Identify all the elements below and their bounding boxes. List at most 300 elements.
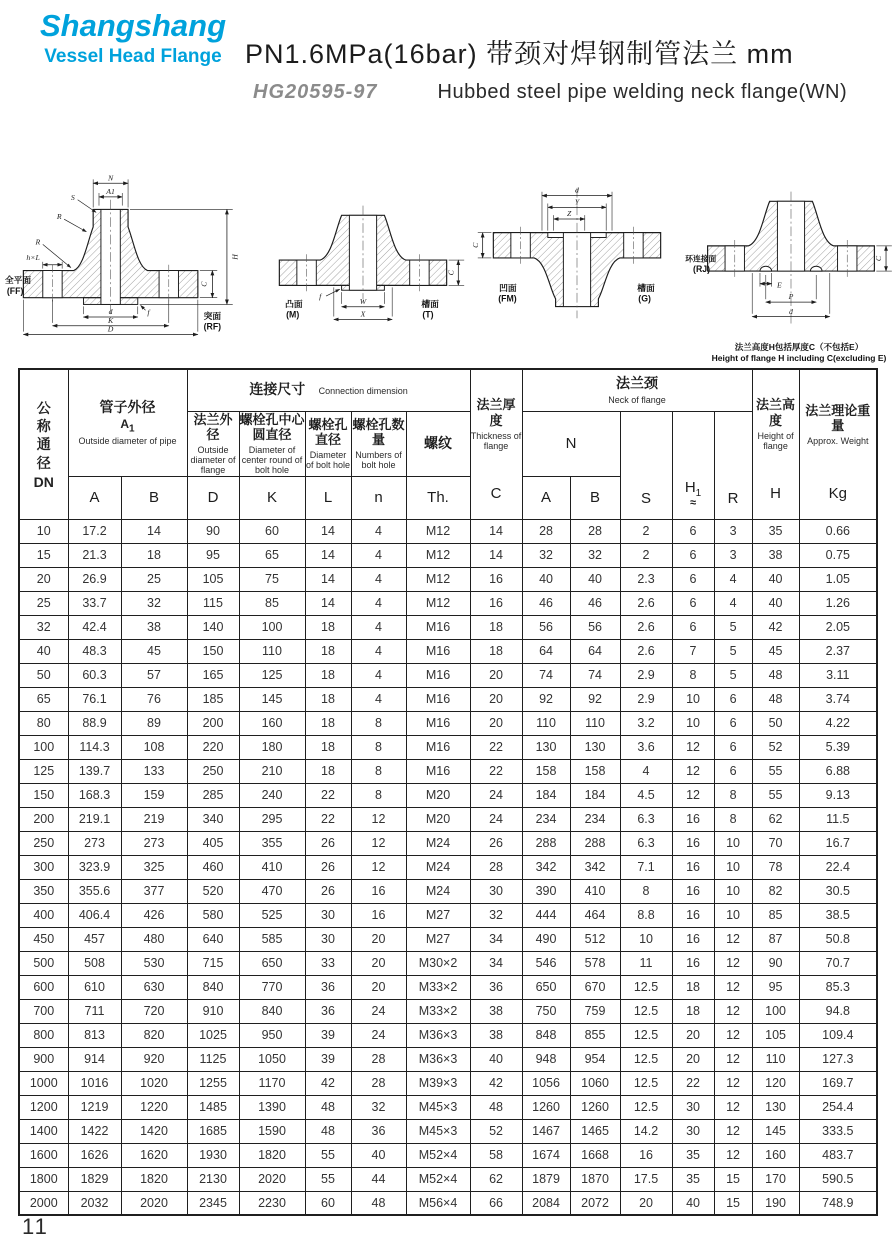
face-label-fm-code: (FM): [498, 293, 517, 304]
table-cell: 3.6: [620, 735, 672, 759]
table-cell: 22.4: [799, 855, 877, 879]
table-cell: 52: [470, 1119, 522, 1143]
table-cell: 133: [121, 759, 187, 783]
table-cell: 22: [305, 807, 351, 831]
table-cell: 12.5: [620, 1023, 672, 1047]
table-cell: 770: [239, 975, 305, 999]
col-header-height: 法兰高度 Height of flange H: [752, 369, 799, 519]
table-cell: 18: [121, 543, 187, 567]
table-cell: M12: [406, 591, 470, 615]
table-cell: 50.8: [799, 927, 877, 951]
col-letter-K: K: [239, 476, 305, 519]
table-cell: 12: [714, 1119, 752, 1143]
table-cell: 2084: [522, 1191, 570, 1215]
table-cell: 16: [672, 831, 714, 855]
col-header-S: S: [620, 411, 672, 519]
table-cell: 92: [570, 687, 620, 711]
table-cell: 1016: [68, 1071, 121, 1095]
table-cell: 150: [187, 639, 239, 663]
table-row: [19, 951, 877, 975]
table-cell: 170: [752, 1167, 799, 1191]
table-cell: M33×2: [406, 999, 470, 1023]
table-cell: 48: [470, 1095, 522, 1119]
table-cell: M16: [406, 615, 470, 639]
table-cell: 12: [714, 1047, 752, 1071]
table-cell: 254.4: [799, 1095, 877, 1119]
table-cell: M24: [406, 879, 470, 903]
table-cell: 1422: [68, 1119, 121, 1143]
table-cell: 250: [187, 759, 239, 783]
dim-label-E: E: [776, 280, 782, 290]
table-cell: 26: [305, 831, 351, 855]
col-header-bolt-circle: 螺栓孔中心圆直径 Diameter of center round of bolt hole: [239, 411, 305, 476]
table-cell: M20: [406, 783, 470, 807]
table-cell: 127.3: [799, 1047, 877, 1071]
table-cell: 250: [19, 831, 68, 855]
table-cell: 6: [672, 543, 714, 567]
table-cell: 12: [714, 999, 752, 1023]
table-cell: 2.3: [620, 567, 672, 591]
table-cell: 15: [714, 1167, 752, 1191]
table-cell: 8: [714, 807, 752, 831]
table-cell: 62: [752, 807, 799, 831]
table-cell: 4.5: [620, 783, 672, 807]
table-cell: 10: [19, 519, 68, 543]
table-cell: 295: [239, 807, 305, 831]
dim-label-P: P: [788, 292, 794, 302]
table-cell: 158: [570, 759, 620, 783]
table-cell: 55: [305, 1143, 351, 1167]
table-cell: M30×2: [406, 951, 470, 975]
table-cell: 2020: [121, 1191, 187, 1215]
table-cell: 6: [672, 591, 714, 615]
table-row: [19, 927, 877, 951]
flange-spec-table: [18, 368, 876, 1216]
table-cell: 12.5: [620, 1047, 672, 1071]
dim-label-R2: R: [35, 237, 41, 247]
table-cell: 1465: [570, 1119, 620, 1143]
table-cell: 1879: [522, 1167, 570, 1191]
table-cell: 20: [351, 927, 406, 951]
table-cell: 90: [752, 951, 799, 975]
table-cell: 342: [522, 855, 570, 879]
table-cell: 323.9: [68, 855, 121, 879]
table-cell: 1125: [187, 1047, 239, 1071]
table-cell: M27: [406, 927, 470, 951]
table-cell: 6.3: [620, 807, 672, 831]
table-cell: 3: [714, 519, 752, 543]
table-cell: 10: [672, 711, 714, 735]
table-cell: 8: [620, 879, 672, 903]
face-label-m-code: (M): [286, 309, 300, 320]
table-cell: 22: [470, 735, 522, 759]
table-cell: 2.9: [620, 663, 672, 687]
table-cell: 184: [570, 783, 620, 807]
table-cell: 78: [752, 855, 799, 879]
table-cell: 16: [470, 567, 522, 591]
table-cell: 700: [19, 999, 68, 1023]
table-cell: 4.22: [799, 711, 877, 735]
table-row: [19, 807, 877, 831]
table-cell: 355: [239, 831, 305, 855]
table-cell: 14: [305, 591, 351, 615]
table-cell: 92: [522, 687, 570, 711]
table-cell: 115: [187, 591, 239, 615]
table-cell: 20: [672, 1047, 714, 1071]
table-cell: 200: [187, 711, 239, 735]
table-cell: M16: [406, 735, 470, 759]
table-cell: 57: [121, 663, 187, 687]
table-cell: 28: [470, 855, 522, 879]
face-label-rf-code: (RF): [203, 321, 222, 332]
col-letter-L: L: [305, 476, 351, 519]
table-cell: 1668: [570, 1143, 620, 1167]
table-cell: 74: [522, 663, 570, 687]
col-group-n: N: [522, 411, 620, 476]
table-cell: 460: [187, 855, 239, 879]
table-cell: 1390: [239, 1095, 305, 1119]
table-cell: 1600: [19, 1143, 68, 1167]
col-group-connection: 连接尺寸 Connection dimension: [187, 369, 470, 411]
table-cell: 2032: [68, 1191, 121, 1215]
table-cell: 10: [714, 855, 752, 879]
table-cell: 70: [752, 831, 799, 855]
table-cell: 14: [470, 519, 522, 543]
title-block: [245, 32, 890, 104]
table-cell: 11: [620, 951, 672, 975]
table-cell: 6: [714, 759, 752, 783]
table-cell: 38: [752, 543, 799, 567]
table-cell: 110: [570, 711, 620, 735]
table-cell: 110: [239, 639, 305, 663]
table-cell: 12: [672, 759, 714, 783]
table-cell: 50: [19, 663, 68, 687]
table-cell: 406.4: [68, 903, 121, 927]
table-cell: 2.6: [620, 639, 672, 663]
table-row: [19, 519, 877, 543]
table-cell: 12: [714, 1023, 752, 1047]
table-cell: M16: [406, 759, 470, 783]
table-cell: 5: [714, 663, 752, 687]
table-cell: 10: [620, 927, 672, 951]
col-header-flange-od: 法兰外径 Outside diameter of flange: [187, 411, 239, 476]
table-cell: 42: [305, 1071, 351, 1095]
table-cell: 39: [305, 1047, 351, 1071]
table-cell: 21.3: [68, 543, 121, 567]
table-cell: 20: [470, 711, 522, 735]
table-cell: 12: [714, 1095, 752, 1119]
col-letter-n: n: [351, 476, 406, 519]
dim-label-d: d: [789, 306, 793, 316]
table-cell: 28: [351, 1071, 406, 1095]
table-cell: 4: [351, 567, 406, 591]
table-cell: 60.3: [68, 663, 121, 687]
table-cell: 30: [305, 903, 351, 927]
table-cell: 750: [522, 999, 570, 1023]
table-cell: 4: [351, 615, 406, 639]
table-cell: 12: [714, 975, 752, 999]
table-cell: 48: [752, 687, 799, 711]
table-cell: 3.74: [799, 687, 877, 711]
table-cell: 22: [305, 783, 351, 807]
table-cell: 140: [187, 615, 239, 639]
table-cell: M52×4: [406, 1143, 470, 1167]
table-cell: 220: [187, 735, 239, 759]
table-cell: 1056: [522, 1071, 570, 1095]
table-cell: 426: [121, 903, 187, 927]
table-body: [19, 519, 877, 1215]
table-cell: 670: [570, 975, 620, 999]
table-cell: 40: [522, 567, 570, 591]
table-cell: 82: [752, 879, 799, 903]
table-cell: 88.9: [68, 711, 121, 735]
table-cell: 350: [19, 879, 68, 903]
table-cell: 165: [187, 663, 239, 687]
table-cell: 12: [672, 735, 714, 759]
table-cell: 16: [672, 903, 714, 927]
table-cell: 160: [239, 711, 305, 735]
col-letter-Th: Th.: [406, 476, 470, 519]
table-cell: 14: [305, 567, 351, 591]
table-cell: 1870: [570, 1167, 620, 1191]
table-cell: 95: [752, 975, 799, 999]
col-header-dn-code: DN: [33, 473, 54, 490]
table-row: [19, 543, 877, 567]
table-cell: 33: [305, 951, 351, 975]
table-cell: 180: [239, 735, 305, 759]
table-cell: 65: [239, 543, 305, 567]
col-letter-H: H: [770, 485, 781, 503]
table-cell: 2072: [570, 1191, 620, 1215]
table-row: [19, 615, 877, 639]
table-cell: 94.8: [799, 999, 877, 1023]
face-label-fm: 凹面: [499, 282, 517, 293]
table-cell: 12: [672, 783, 714, 807]
table-cell: 105: [187, 567, 239, 591]
table-cell: 22: [672, 1071, 714, 1095]
table-cell: 65: [19, 687, 68, 711]
table-cell: 28: [522, 519, 570, 543]
table-cell: 32: [121, 591, 187, 615]
table-row: [19, 687, 877, 711]
table-cell: 20: [620, 1191, 672, 1215]
table-cell: 508: [68, 951, 121, 975]
table-cell: 130: [752, 1095, 799, 1119]
table-cell: 1260: [570, 1095, 620, 1119]
table-cell: 55: [752, 759, 799, 783]
dim-label-Z: Z: [567, 209, 572, 219]
table-cell: 33.7: [68, 591, 121, 615]
table-cell: 30: [305, 927, 351, 951]
table-cell: 24: [470, 783, 522, 807]
table-cell: 4: [620, 759, 672, 783]
dim-label-R: R: [56, 212, 62, 222]
table-cell: M24: [406, 831, 470, 855]
table-cell: M45×3: [406, 1119, 470, 1143]
col-header-R: R: [714, 411, 752, 519]
table-cell: 12: [714, 927, 752, 951]
dim-label-C: C: [470, 242, 480, 248]
table-cell: 38: [121, 615, 187, 639]
dim-label-A1: A1: [106, 186, 115, 196]
table-cell: 24: [470, 807, 522, 831]
table-cell: 14: [305, 519, 351, 543]
table-cell: 855: [570, 1023, 620, 1047]
face-label-m: 凸面: [285, 298, 303, 309]
table-cell: 48: [305, 1095, 351, 1119]
table-cell: 30.5: [799, 879, 877, 903]
table-cell: 914: [68, 1047, 121, 1071]
table-cell: 40: [752, 567, 799, 591]
table-cell: 24: [351, 1023, 406, 1047]
table-row: [19, 831, 877, 855]
table-cell: 18: [305, 687, 351, 711]
table-cell: 630: [121, 975, 187, 999]
table-cell: 64: [522, 639, 570, 663]
table-cell: 30: [672, 1119, 714, 1143]
table-cell: 26: [305, 879, 351, 903]
table-cell: 26: [470, 831, 522, 855]
table-cell: 0.75: [799, 543, 877, 567]
table-cell: 40: [570, 567, 620, 591]
table-cell: 90: [187, 519, 239, 543]
table-cell: M12: [406, 567, 470, 591]
col-header-weight: 法兰理论重量 Approx. Weight Kg: [799, 369, 877, 519]
table-cell: 76: [121, 687, 187, 711]
table-cell: 720: [121, 999, 187, 1023]
table-row: [19, 1023, 877, 1047]
table-row: [19, 903, 877, 927]
col-header-dn: [19, 369, 68, 519]
table-cell: M36×3: [406, 1023, 470, 1047]
table-cell: 1626: [68, 1143, 121, 1167]
table-cell: 920: [121, 1047, 187, 1071]
table-cell: 14.2: [620, 1119, 672, 1143]
table-row: [19, 975, 877, 999]
table-cell: 14: [470, 543, 522, 567]
table-cell: 42: [752, 615, 799, 639]
table-cell: 40: [672, 1191, 714, 1215]
standard-code: HG20595-97: [253, 81, 378, 103]
table-cell: 110: [752, 1047, 799, 1071]
table-cell: 18: [305, 615, 351, 639]
dim-label-S: S: [70, 192, 75, 202]
table-cell: 80: [19, 711, 68, 735]
table-cell: 38: [470, 1023, 522, 1047]
table-cell: 525: [239, 903, 305, 927]
page-title: PN1.6MPa(16bar) 带颈对焊钢制管法兰 mm: [245, 39, 794, 69]
table-cell: 464: [570, 903, 620, 927]
table-cell: 5: [714, 639, 752, 663]
table-cell: 12: [714, 1071, 752, 1095]
table-row: [19, 1191, 877, 1215]
dim-label-C: C: [446, 270, 456, 276]
table-cell: 650: [239, 951, 305, 975]
table-cell: 840: [187, 975, 239, 999]
table-cell: 585: [239, 927, 305, 951]
table-cell: 8: [672, 663, 714, 687]
table-cell: 12: [351, 807, 406, 831]
dim-label-d: d: [108, 307, 113, 317]
table-cell: 355.6: [68, 879, 121, 903]
table-row: [19, 1119, 877, 1143]
table-cell: 483.7: [799, 1143, 877, 1167]
table-cell: 100: [752, 999, 799, 1023]
table-cell: 62: [470, 1167, 522, 1191]
table-cell: 125: [239, 663, 305, 687]
table-cell: 813: [68, 1023, 121, 1047]
face-label-rf: 突面: [203, 310, 222, 321]
diagram-rj: [684, 178, 894, 364]
table-cell: M52×4: [406, 1167, 470, 1191]
table-row: [19, 855, 877, 879]
table-cell: M16: [406, 663, 470, 687]
table-cell: 530: [121, 951, 187, 975]
table-cell: 8: [351, 735, 406, 759]
table-cell: 38: [470, 999, 522, 1023]
table-cell: 6: [672, 567, 714, 591]
table-cell: 1.05: [799, 567, 877, 591]
col-letter-C: C: [490, 485, 502, 503]
col-header-dn-cn: 公称通径: [36, 399, 51, 471]
table-cell: 500: [19, 951, 68, 975]
table-cell: 5.39: [799, 735, 877, 759]
diagram-note: [684, 342, 894, 364]
table-cell: 20: [351, 951, 406, 975]
table-cell: M56×4: [406, 1191, 470, 1215]
table-cell: 25: [121, 567, 187, 591]
table-cell: 578: [570, 951, 620, 975]
table-cell: 1219: [68, 1095, 121, 1119]
table-cell: 12: [351, 831, 406, 855]
dim-label-Y: Y: [574, 197, 580, 207]
table-cell: 32: [522, 543, 570, 567]
table-cell: 18: [672, 999, 714, 1023]
table-cell: 2020: [239, 1167, 305, 1191]
table-row: [19, 759, 877, 783]
table-cell: 6: [672, 615, 714, 639]
table-cell: 4: [714, 567, 752, 591]
table-cell: 36: [470, 975, 522, 999]
table-cell: 130: [522, 735, 570, 759]
table-cell: 160: [752, 1143, 799, 1167]
table-cell: 10: [714, 903, 752, 927]
diagram-m-t: [256, 190, 470, 336]
table-cell: 16: [672, 927, 714, 951]
table-cell: 4: [351, 591, 406, 615]
table-cell: 285: [187, 783, 239, 807]
table-cell: 610: [68, 975, 121, 999]
table-cell: 600: [19, 975, 68, 999]
face-label-ff: 全平面: [4, 275, 32, 286]
table-cell: 1620: [121, 1143, 187, 1167]
table-cell: 4: [714, 591, 752, 615]
table-cell: 87: [752, 927, 799, 951]
table-cell: 48: [752, 663, 799, 687]
brand-name: Shangshang: [39, 8, 226, 43]
table-row: [19, 711, 877, 735]
table-cell: 910: [187, 999, 239, 1023]
table-cell: 159: [121, 783, 187, 807]
col-letter-neck-A: A: [522, 476, 570, 519]
table-cell: 110: [522, 711, 570, 735]
brand-tagline: Vessel Head Flange: [44, 46, 222, 67]
table-cell: 16: [351, 903, 406, 927]
table-row: [19, 1047, 877, 1071]
table-cell: 185: [187, 687, 239, 711]
face-label-g: 槽面: [637, 282, 655, 293]
table-cell: 288: [570, 831, 620, 855]
